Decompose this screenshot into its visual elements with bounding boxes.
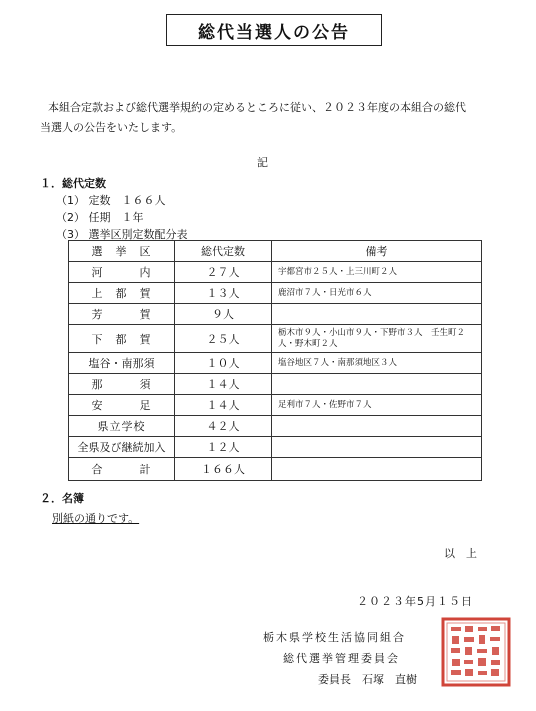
cell-district: 那 須 [69, 374, 175, 395]
table-row [69, 325, 482, 353]
intro-line-1: 本組合定款および総代選挙規約の定めるところに従い、２０２３年度の本組合の総代 [48, 101, 466, 114]
total-count: １６６人 [175, 458, 272, 481]
cell-count: １４人 [175, 374, 272, 395]
table-total-row [69, 458, 482, 481]
cell-count: ９人 [175, 304, 272, 325]
cell-note: 塩谷地区７人・南那須地区３人 [272, 353, 482, 374]
total-note [272, 458, 482, 481]
table-row [69, 395, 482, 416]
table-row [69, 437, 482, 458]
cell-note: 宇都宮市２５人・上三川町２人 [272, 262, 482, 283]
page-title-box [166, 14, 382, 46]
cell-district: 全県及び継続加入 [69, 437, 175, 458]
cell-count: １２人 [175, 437, 272, 458]
committee-name: 総代選挙管理委員会 [283, 652, 400, 665]
cell-count: ２７人 [175, 262, 272, 283]
cell-count: ２５人 [175, 325, 272, 353]
cell-district: 河 内 [69, 262, 175, 283]
section2-text: 別紙の通りです。 [52, 512, 140, 525]
org-name: 栃木県学校生活協同組合 [263, 631, 406, 644]
cell-district: 県立学校 [69, 416, 175, 437]
chair-name: 委員長 石塚 直樹 [318, 673, 417, 686]
ijo-label: 以 上 [444, 547, 477, 560]
cell-district: 安 足 [69, 395, 175, 416]
district-allocation-table [68, 240, 482, 481]
section1-item-1 [56, 192, 166, 208]
cell-count: １４人 [175, 395, 272, 416]
table-row [69, 283, 482, 304]
item-text: 定数 １６６人 [88, 194, 166, 207]
item-text: 任期 １年 [88, 211, 144, 224]
cell-district: 塩谷・南那須 [69, 353, 175, 374]
cell-note: 鹿沼市７人・日光市６人 [272, 283, 482, 304]
section1-item-2 [56, 209, 144, 225]
item-number: （2） [56, 211, 85, 224]
item-text: 選挙区別定数配分表 [88, 228, 188, 241]
table-row [69, 262, 482, 283]
ki-label: 記 [257, 156, 268, 169]
total-label: 合 計 [69, 458, 175, 481]
notice-date: ２０２３年5月１５日 [357, 595, 473, 608]
cell-note [272, 374, 482, 395]
intro-line-2: 当選人の公告をいたします。 [40, 121, 183, 134]
table-header-row [69, 241, 482, 262]
table-row [69, 374, 482, 395]
header-note: 備考 [272, 241, 482, 262]
page-title: 総代当選人の公告 [198, 22, 350, 43]
cell-note [272, 416, 482, 437]
item-number: （1） [56, 194, 85, 207]
table-row [69, 353, 482, 374]
section2-heading: ２．名簿 [40, 492, 84, 505]
header-district: 選 挙 区 [69, 241, 175, 262]
cell-note: 栃木市９人・小山市９人・下野市３人 壬生町２人・野木町２人 [272, 325, 482, 353]
official-seal-stamp [440, 616, 512, 688]
item-number: （3） [56, 228, 85, 241]
cell-district: 下 都 賀 [69, 325, 175, 353]
header-count: 総代定数 [175, 241, 272, 262]
cell-count: １３人 [175, 283, 272, 304]
cell-district: 芳 賀 [69, 304, 175, 325]
cell-note [272, 304, 482, 325]
cell-note: 足利市７人・佐野市７人 [272, 395, 482, 416]
table-row [69, 304, 482, 325]
table-row [69, 416, 482, 437]
cell-district: 上 都 賀 [69, 283, 175, 304]
cell-note [272, 437, 482, 458]
section1-heading: １．総代定数 [40, 177, 106, 190]
cell-count: ４２人 [175, 416, 272, 437]
cell-count: １０人 [175, 353, 272, 374]
